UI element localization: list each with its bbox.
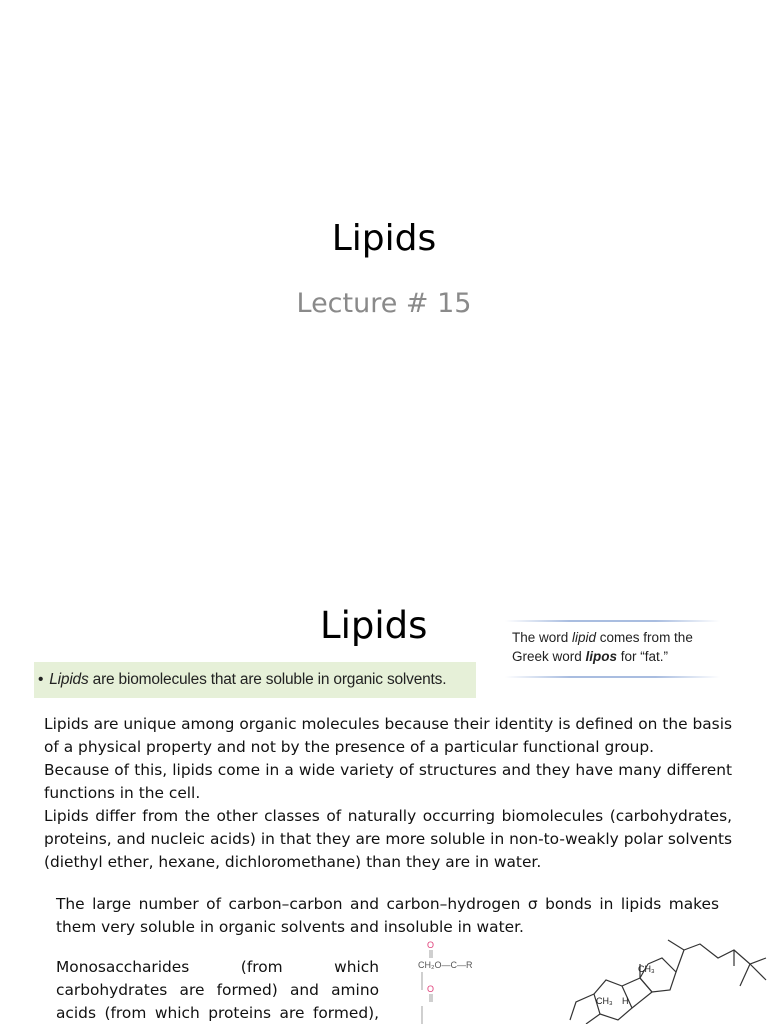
paragraph: Lipids differ from the other classes of naturally occurring biomolecules (carbohydrates, proteins, and nucleic acids) in that they are more soluble in non-to-weakly polar solvents (diethyl ether, hexane, dichloromethane) than they are in water. <box>44 807 732 871</box>
callout-prefix: The word <box>512 630 573 645</box>
steroid-structure <box>570 940 766 1024</box>
callout-rule-top <box>505 620 720 622</box>
slide-subtitle: Lecture # 15 <box>296 288 472 319</box>
bullet-icon: • <box>38 671 44 688</box>
callout-suffix: for “fat.” <box>617 649 669 664</box>
chemical-structures-figure <box>400 936 768 1024</box>
methyl-label: CH₃ <box>638 964 655 974</box>
callout-term: lipid <box>572 630 597 645</box>
hydrogen-label: H <box>622 996 629 1006</box>
intro-paragraphs <box>44 713 732 874</box>
callout-middle: comes from the Greek word <box>512 630 693 664</box>
triglyceride-structure <box>418 940 473 1024</box>
oxygen-label: O <box>427 940 435 950</box>
slide-title: Lipids <box>320 604 428 647</box>
callout-greek-word: lipos <box>585 649 618 664</box>
content-slide <box>0 560 768 1024</box>
definition-box <box>34 662 476 698</box>
callout-rule-bottom <box>505 676 720 678</box>
definition-term: Lipids <box>49 671 89 688</box>
callout-text <box>512 628 722 666</box>
oxygen-label: O <box>427 984 435 994</box>
etymology-callout <box>505 616 720 681</box>
methyl-label: CH₃ <box>596 996 613 1006</box>
ester-group-label: CH₂O—C—R <box>418 960 473 970</box>
definition-text <box>38 671 446 689</box>
slide-title: Lipids <box>331 218 437 259</box>
monosaccharide-paragraph: Monosaccharides (from which carbohydrates are formed) and amino acids (from which proteins are formed), <box>56 958 379 1022</box>
paragraph: Because of this, lipids come in a wide variety of structures and they have many different functions in the cell. <box>44 761 732 802</box>
definition-rest: are biomolecules that are soluble in organic solvents. <box>88 671 447 688</box>
sigma-bond-paragraph: The large number of carbon–carbon and carbon–hydrogen σ bonds in lipids makes them very soluble in organic solvents and insoluble in water. <box>56 895 719 936</box>
paragraph: Lipids are unique among organic molecules because their identity is defined on the basis of a physical property and not by the presence of a particular functional group. <box>44 715 732 756</box>
